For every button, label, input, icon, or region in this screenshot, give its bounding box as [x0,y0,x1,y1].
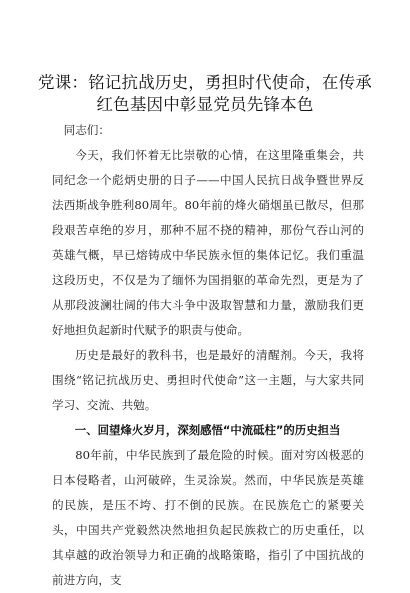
title-line-1: 党课：铭记抗战历史，勇担时代使命，在传承 [38,73,372,92]
intro-paragraph: 今天，我们怀着无比崇敬的心情，在这里隆重集会，共同纪念一个彪炳史册的日子——中国人民抗日战争暨世界反法西斯战争胜利80周年。80年前的烽火硝烟虽已散尽，但那段艰苦卓绝的岁月，那种不屈不挠的精神，那份气吞山河的英雄气概，早已熔铸成中华民族永恒的集体记忆。我们重温这段历史，不仅是为了缅怀为国捐躯的革命先烈，更是为了从那段波澜壮阔的伟大斗争中汲取智慧和力量，激励我们更好地担负起新时代赋予的职责与使命。 [52,148,364,337]
section-paragraph: 80年前，中华民族到了最危险的时候。面对穷凶极恶的日本侵略者，山河破碎，生灵涂炭。然而，中华民族是英雄的民族，是压不垮、打不倒的民族。在民族危亡的紧要关头，中国共产党毅然决然地担负起民族救亡的历史重任，以其卓越的政治领导力和正确的战略策略，指引了中国抗战的前进方向，支 [52,448,364,587]
title-line-2: 红色基因中彰显党员先锋本色 [96,95,314,114]
document-body [52,118,364,593]
salutation: 同志们： [63,123,110,137]
section-heading: 一、回望烽火岁月，深刻感悟“中流砥柱”的历史担当 [74,423,341,437]
document-title [30,72,380,116]
theme-paragraph: 历史是最好的教科书，也是最好的清醒剂。今天，我将围绕“铭记抗战历史、勇担时代使命”这一主题，与大家共同学习、交流、共勉。 [52,348,364,412]
